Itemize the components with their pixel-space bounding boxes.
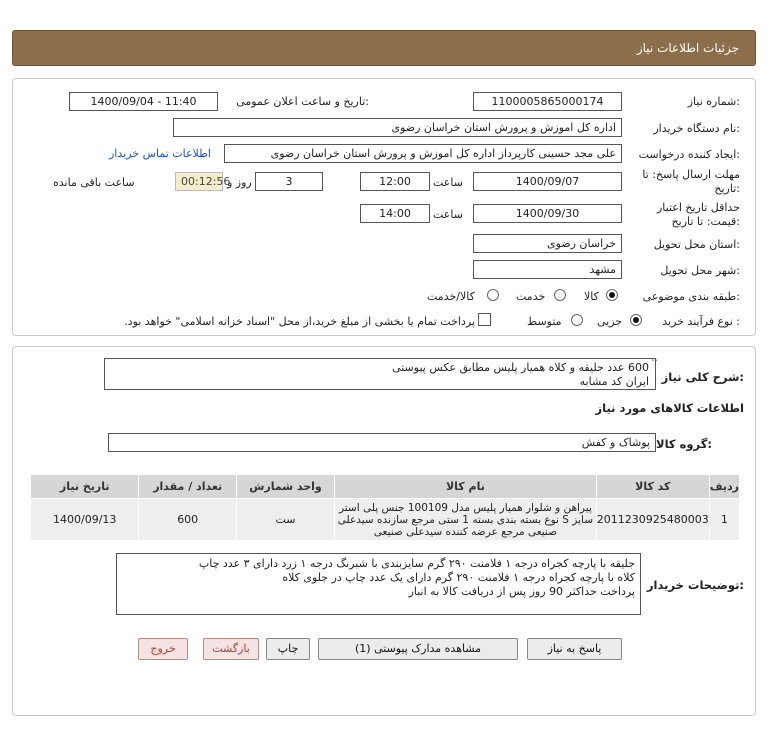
province-field: خراسان رضوی — [473, 234, 622, 253]
goods-group-label: گروه کالا: — [656, 437, 712, 451]
remaining-timer: 00:12:56 — [175, 172, 223, 191]
announce-label: تاریخ و ساعت اعلان عمومی: — [236, 95, 369, 108]
deadline-label-2: تاریخ: — [714, 182, 740, 195]
col-unit: واحد شمارش — [236, 475, 334, 499]
category-radio-both[interactable] — [487, 289, 499, 304]
row-code: 2011230925480003 — [596, 499, 709, 541]
process-option-medium: متوسط — [527, 315, 562, 328]
validity-label-1: حداقل تاریخ اعتبار — [656, 201, 740, 214]
process-radio-minor[interactable] — [630, 314, 642, 329]
category-option-service: خدمت — [516, 290, 546, 303]
row-name — [334, 499, 596, 541]
deadline-date-field: 1400/09/07 — [473, 172, 622, 191]
goods-table-header — [31, 475, 740, 499]
category-option-both: کالا/خدمت — [427, 290, 475, 303]
buyer-notes-label: توضیحات خریدار: — [646, 578, 744, 592]
table-row[interactable] — [31, 499, 740, 541]
city-label: شهر محل تحویل: — [660, 264, 740, 277]
row-date: 1400/09/13 — [31, 499, 139, 541]
row-index: 1 — [709, 499, 739, 541]
reply-button[interactable]: پاسخ به نیاز — [527, 638, 622, 660]
announce-field: 1400/09/04 - 11:40 — [69, 92, 218, 111]
payment-note: پرداخت تمام یا بخشی از مبلغ خرید،از محل "اسناد خزانه اسلامی" خواهد بود. — [124, 315, 475, 328]
need-number-label: شماره نیاز: — [687, 95, 740, 108]
buyer-notes-line-1: جلیقه با پارچه کجراه درجه ۱ فلامنت ۲۹۰ گرم سایزبندی با شبرنگ درجه ۱ زرد دارای ۳ عدد چاپ — [198, 557, 635, 570]
exit-button[interactable]: خروج — [138, 638, 188, 660]
col-date: تاریخ نیاز — [31, 475, 139, 499]
city-field: مشهد — [473, 260, 622, 279]
print-button[interactable]: چاپ — [266, 638, 310, 660]
validity-time-label: ساعت — [433, 208, 463, 221]
row-unit: ست — [236, 499, 334, 541]
back-button[interactable]: بازگشت — [203, 638, 259, 660]
validity-label-2: قیمت: تا تاریخ: — [671, 215, 740, 228]
scroll-arrows-icon[interactable]: ˄˅ — [651, 359, 658, 367]
process-radio-medium[interactable] — [571, 314, 583, 329]
category-option-goods: کالا — [584, 290, 599, 303]
page-header — [12, 30, 756, 66]
need-number-field: 1100005865000174 — [473, 92, 622, 111]
validity-time-field: 14:00 — [360, 204, 430, 223]
deadline-time-field: 12:00 — [360, 172, 430, 191]
col-name: نام کالا — [334, 475, 596, 499]
deadline-label-1: مهلت ارسال پاسخ: تا — [642, 168, 740, 181]
days-label: روز و — [227, 176, 252, 189]
creator-label: ایجاد کننده درخواست: — [638, 148, 740, 161]
buyer-notes-line-3: پرداخت حداکثر 90 روز پس از دریافت کالا به انبار — [408, 585, 635, 598]
summary-line-1: 600 عدد جلیقه و کلاه همیار پلیس مطابق عکس پیوستی — [392, 361, 649, 374]
goods-section-title: اطلاعات کالاهای مورد نیاز — [595, 401, 744, 415]
summary-line-2: ایران کد مشابه — [579, 375, 649, 388]
col-index: ردیف — [709, 475, 739, 499]
goods-table — [30, 474, 740, 541]
col-qty: تعداد / مقدار — [139, 475, 237, 499]
category-radio-service[interactable] — [554, 289, 566, 304]
goods-group-field: پوشاک و کفش — [108, 433, 656, 452]
province-label: استان محل تحویل: — [653, 238, 740, 251]
row-name-line-3: صنیعی مرجع عرضه کننده سیدعلی صنیعی — [373, 525, 558, 538]
buyer-notes-line-2: کلاه با پارچه کجراه درجه ۱ فلامنت ۲۹۰ گرم دارای یک عدد چاپ در جلوی کلاه — [282, 571, 635, 584]
process-option-minor: جزیی — [597, 315, 623, 328]
summary-label: شرح کلی نیاز: — [661, 370, 744, 384]
validity-date-field: 1400/09/30 — [473, 204, 622, 223]
buyer-contact-link[interactable]: اطلاعات تماس خریدار — [109, 147, 211, 160]
remaining-label: ساعت باقی مانده — [53, 176, 135, 189]
deadline-time-label: ساعت — [433, 176, 463, 189]
buyer-org-label: نام دستگاه خریدار: — [653, 122, 740, 135]
treasury-checkbox[interactable] — [478, 313, 491, 329]
buyer-notes-box — [116, 553, 641, 615]
col-code: کد کالا — [596, 475, 709, 499]
buyer-org-field: اداره کل اموزش و پرورش استان خراسان رضوی — [173, 118, 622, 137]
row-qty: 600 — [139, 499, 237, 541]
row-name-line-1: پیراهن و شلوار همیار پلیس مدل 100109 جنس پلی استر — [338, 501, 592, 514]
days-field: 3 — [255, 172, 323, 191]
process-label: نوع فرآیند خرید : — [662, 315, 740, 328]
page-title: جزئیات اطلاعات نیاز — [636, 41, 739, 55]
creator-field: علی مجد حسینی کارپرداز اداره کل اموزش و پرورش استان خراسان رضوی — [224, 144, 622, 163]
attachments-button[interactable]: مشاهده مدارک پیوستی (1) — [318, 638, 518, 660]
category-label: طبقه بندی موضوعی: — [642, 290, 740, 303]
category-radio-goods[interactable] — [606, 289, 618, 304]
summary-box — [104, 358, 656, 390]
row-name-line-2: سایز S نوع بسته بندی بسته 1 ستی مرجع سازنده سیدعلی — [337, 513, 594, 526]
